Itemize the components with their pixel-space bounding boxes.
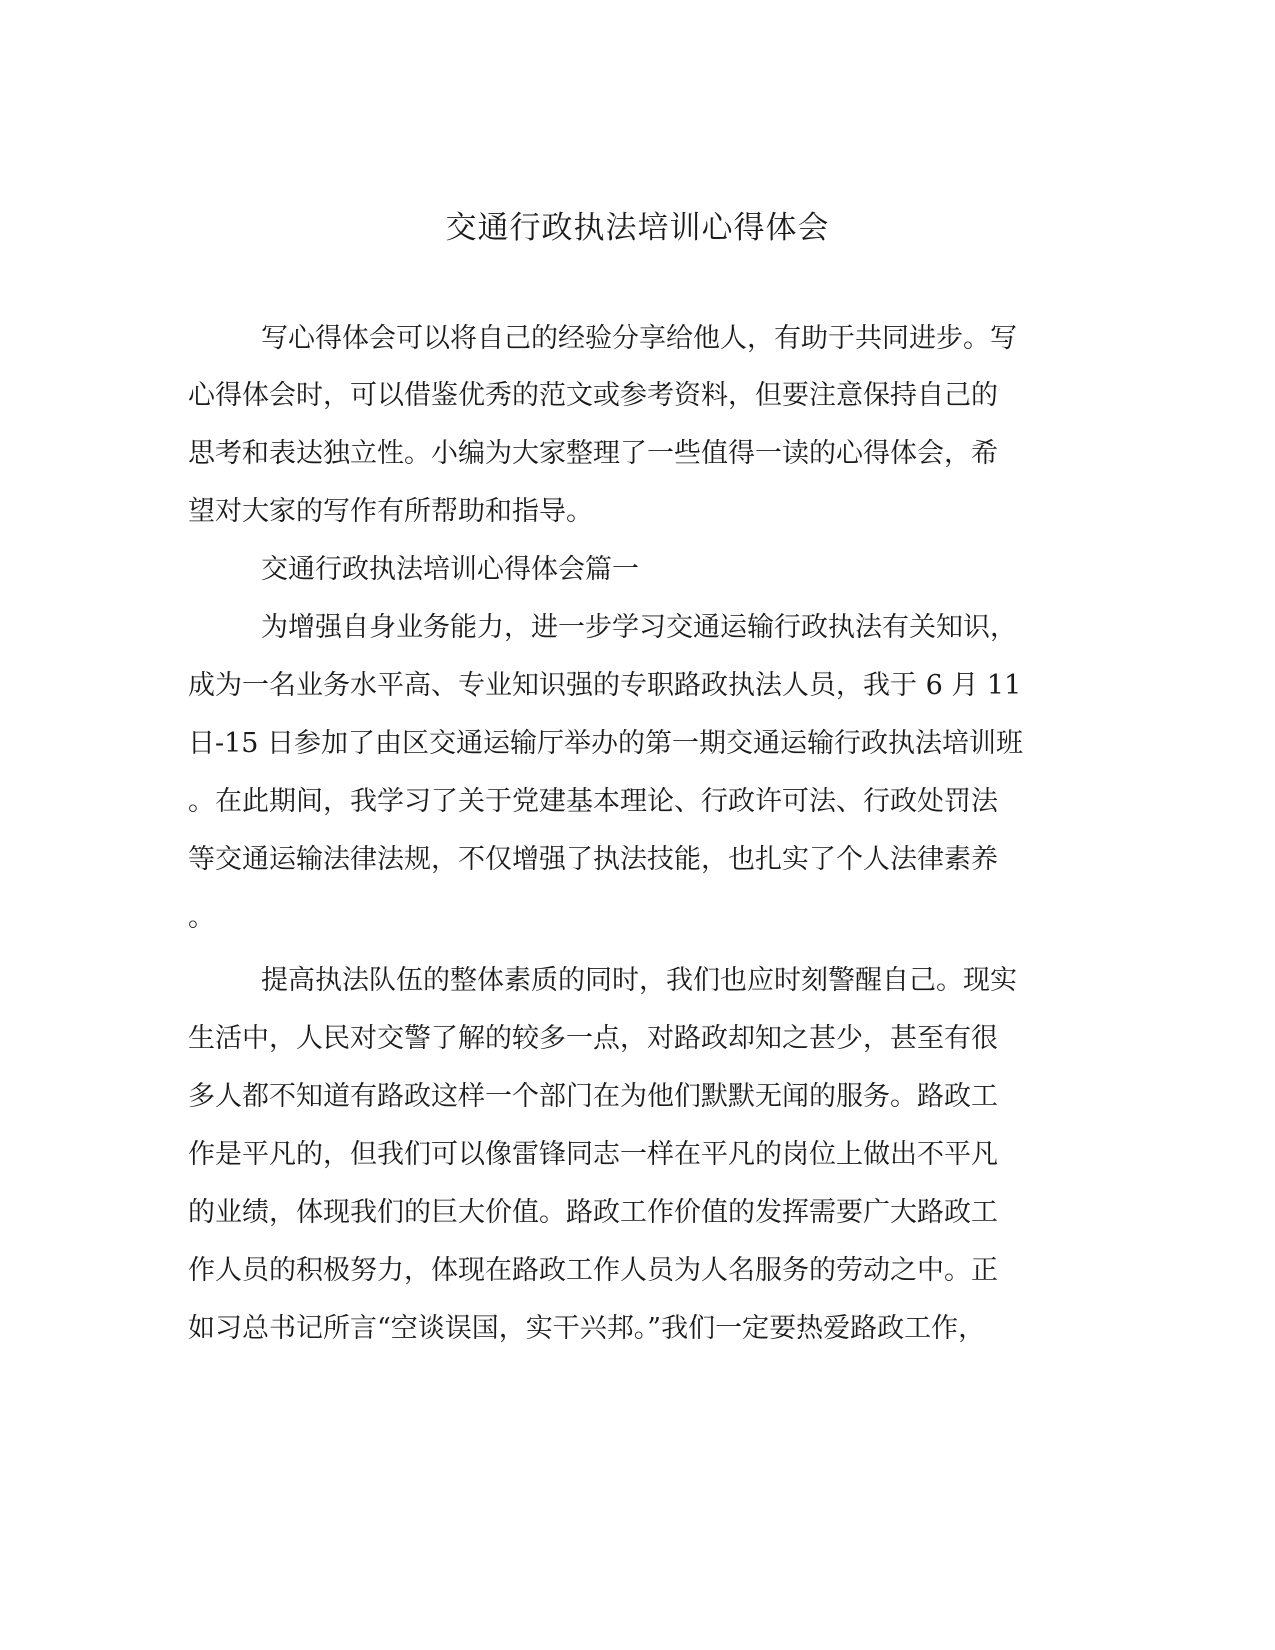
paragraph-line: 。在此期间，我学习了关于党建基本理论、行政许可法、行政处罚法 xyxy=(188,786,998,817)
paragraph-line: 成为一名业务水平高、专业知识强的专职路政执法人员，我于 6 月 11 xyxy=(188,670,1022,701)
paragraph-line: 的业绩，体现我们的巨大价值。路政工作价值的发挥需要广大路政工 xyxy=(188,1197,998,1228)
paragraph-line: 提高执法队伍的整体素质的同时，我们也应时刻警醒自己。现实 xyxy=(261,965,1017,996)
paragraph-line: 为增强自身业务能力，进一步学习交通运输行政执法有关知识， xyxy=(261,612,1017,643)
paragraph-line: 如习总书记所言“空谈误国，实干兴邦。”我们一定要热爱路政工作， xyxy=(188,1313,986,1344)
paragraph-line: 作人员的积极努力，体现在路政工作人员为人名服务的劳动之中。正 xyxy=(188,1255,998,1286)
paragraph-line: 心得体会时，可以借鉴优秀的范文或参考资料，但要注意保持自己的 xyxy=(188,380,998,411)
paragraph-line: 等交通运输法律法规，不仅增强了执法技能，也扎实了个人法律素养 xyxy=(188,844,998,875)
paragraph-line: 思考和表达独立性。小编为大家整理了一些值得一读的心得体会，希 xyxy=(188,438,998,469)
paragraph-line: 生活中，人民对交警了解的较多一点，对路政却知之甚少，甚至有很 xyxy=(188,1023,998,1054)
paragraph-line: 写心得体会可以将自己的经验分享给他人，有助于共同进步。写 xyxy=(261,323,1017,354)
paragraph-line: 作是平凡的，但我们可以像雷锋同志一样在平凡的岗位上做出不平凡 xyxy=(188,1139,998,1170)
paragraph-line: 。 xyxy=(188,902,215,933)
paragraph-line: 日-15 日参加了由区交通运输厅举办的第一期交通运输行政执法培训班 xyxy=(188,728,1024,759)
section-heading: 交通行政执法培训心得体会篇一 xyxy=(261,554,639,585)
paragraph-line: 多人都不知道有路政这样一个部门在为他们默默无闻的服务。路政工 xyxy=(188,1081,998,1112)
document-title: 交通行政执法培训心得体会 xyxy=(445,210,830,246)
paragraph-line: 望对大家的写作有所帮助和指导。 xyxy=(188,496,593,527)
